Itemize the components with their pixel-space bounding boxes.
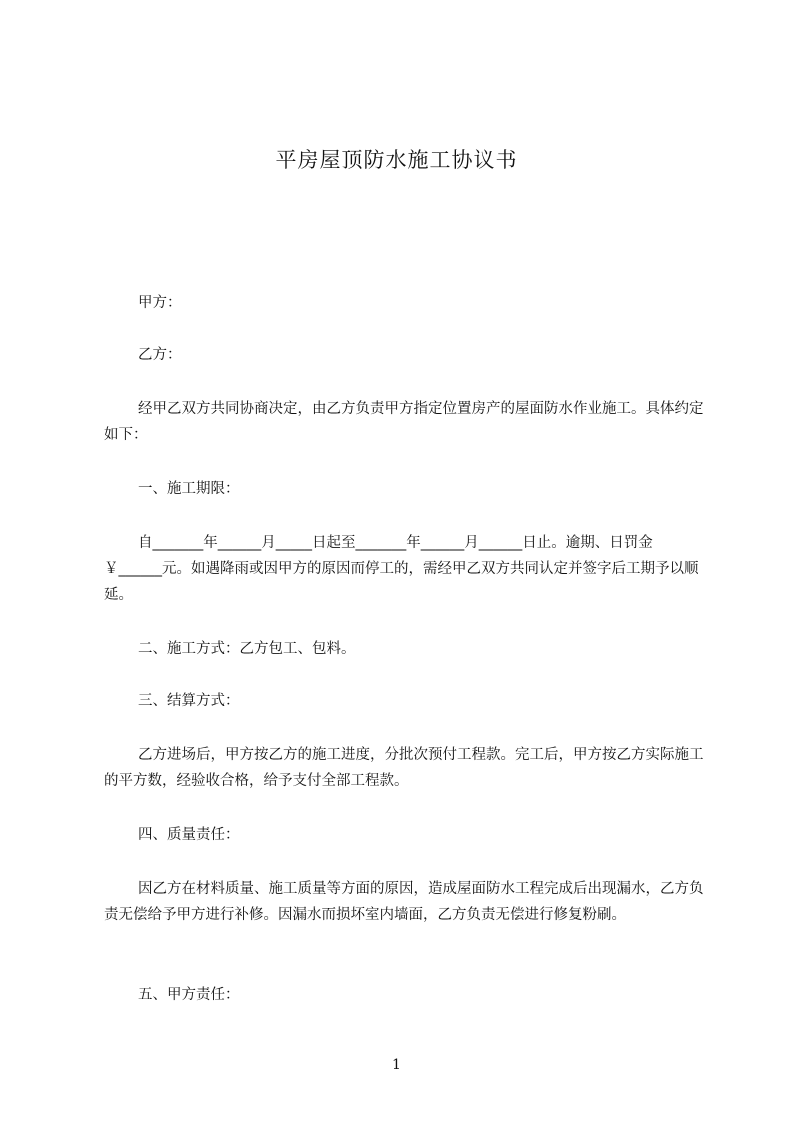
section-1-heading: 一、施工期限： — [138, 481, 240, 497]
page-number: 1 — [392, 1057, 401, 1073]
section-1-body: 自_______年______月_____日起至_______年______月______日止。逾期、日罚金￥______元。如遇降雨或因甲方的原因而停工的，需经甲乙双方共同认定并签字后工期予以顺延。 — [104, 535, 699, 603]
section-2-line: 二、施工方式：乙方包工、包料。 — [138, 641, 356, 657]
party-a-line: 甲方： — [138, 295, 182, 311]
section-3-heading: 三、结算方式： — [138, 693, 240, 709]
party-b-line: 乙方： — [138, 347, 182, 363]
document-title: 平房屋顶防水施工协议书 — [275, 148, 518, 172]
section-5-heading: 五、甲方责任： — [138, 987, 240, 1003]
intro-paragraph: 经甲乙双方共同协商决定，由乙方负责甲方指定位置房产的屋面防水作业施工。具体约定如下： — [104, 401, 704, 443]
section-4-heading: 四、质量责任： — [138, 827, 240, 843]
section-3-body: 乙方进场后，甲方按乙方的施工进度，分批次预付工程款。完工后，甲方按乙方实际施工的平方数，经验收合格，给予支付全部工程款。 — [104, 747, 704, 789]
section-4-body: 因乙方在材料质量、施工质量等方面的原因，造成屋面防水工程完成后出现漏水，乙方负责无偿给予甲方进行补修。因漏水而损坏室内墙面，乙方负责无偿进行修复粉刷。 — [104, 881, 704, 923]
